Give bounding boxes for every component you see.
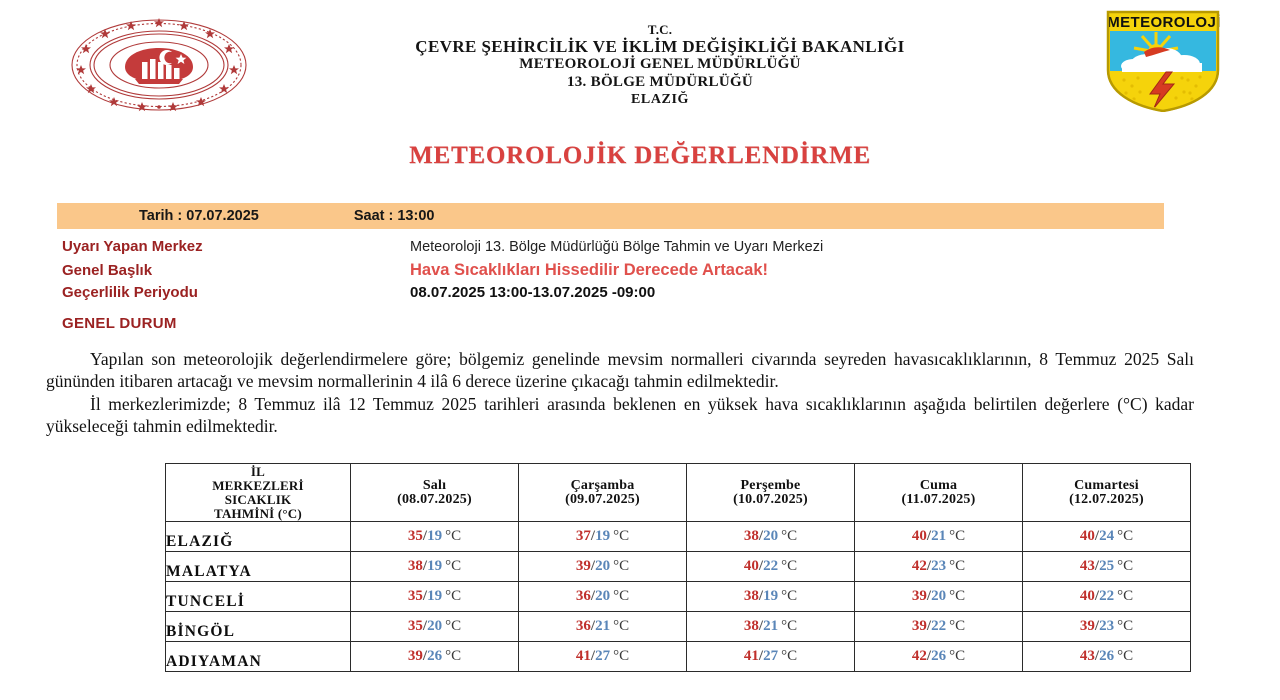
temp-min-value: 23 xyxy=(931,558,947,574)
temp-min-value: 20 xyxy=(763,528,779,544)
temp-min-value: 19 xyxy=(763,588,779,604)
table-row xyxy=(166,612,1191,642)
info-value-uyari-yapan-merkez: Meteoroloji 13. Bölge Müdürlüğü Bölge Tahmin ve Uyarı Merkezi xyxy=(410,239,824,255)
header-day-date-2: (09.07.2025) xyxy=(565,491,640,507)
meteoroloji-shield-icon xyxy=(1104,8,1222,112)
temp-unit: °C xyxy=(1117,618,1134,634)
header-day-name-1: Salı xyxy=(422,477,447,493)
temp-max-value: 35 xyxy=(407,618,423,634)
table-cell-temperature xyxy=(855,612,1023,642)
table-row xyxy=(166,552,1191,582)
temp-max-value: 37 xyxy=(575,528,591,544)
temp-unit: °C xyxy=(781,618,798,634)
saat-label: Saat : 13:00 xyxy=(353,208,435,224)
table-cell-temperature xyxy=(855,522,1023,552)
paragraph-2: İl merkezlerimizde; 8 Temmuz ilâ 12 Temmuz 2025 tarihleri arasında beklenen en yüksek hava sıcaklıklarının aşağıda belirtilen değerlere (°C) kadar yükseleceği tahmin edilmektedir. xyxy=(46,394,1194,436)
table-header-day-4 xyxy=(855,464,1023,522)
temp-unit: °C xyxy=(949,648,966,664)
temp-min-value: 20 xyxy=(595,588,611,604)
temp-separator: / xyxy=(926,588,932,604)
table-row xyxy=(166,642,1191,672)
table-cell-temperature xyxy=(1023,552,1191,582)
table-header-day-1 xyxy=(351,464,519,522)
temp-separator: / xyxy=(1094,648,1100,664)
temp-min-value: 27 xyxy=(763,648,779,664)
temp-separator: / xyxy=(422,588,428,604)
temp-min-value: 21 xyxy=(931,528,947,544)
temp-max-value: 39 xyxy=(407,648,423,664)
table-cell-temperature xyxy=(687,582,855,612)
temp-max-value: 40 xyxy=(1079,588,1095,604)
info-row xyxy=(62,284,1182,307)
temp-max-value: 42 xyxy=(911,648,927,664)
temp-separator: / xyxy=(758,558,764,574)
table-cell-temperature xyxy=(855,552,1023,582)
temp-unit: °C xyxy=(949,618,966,634)
temp-max-value: 38 xyxy=(743,528,759,544)
temp-unit: °C xyxy=(949,588,966,604)
temp-unit: °C xyxy=(781,588,798,604)
table-cell-temperature xyxy=(1023,582,1191,612)
temp-unit: °C xyxy=(445,558,462,574)
temp-unit: °C xyxy=(1117,528,1134,544)
temp-max-value: 35 xyxy=(407,588,423,604)
temp-unit: °C xyxy=(1117,648,1134,664)
header-city-line-4: TAHMİNİ (°C) xyxy=(214,505,302,521)
ministry-title-block xyxy=(280,22,1040,108)
header-day-name-4: Cuma xyxy=(919,477,958,493)
temp-max-value: 39 xyxy=(911,588,927,604)
info-label-gecerlilik-periyodu: Geçerlilik Periyodu xyxy=(62,284,198,301)
header-city-line-1: İL xyxy=(250,463,266,479)
table-header-city xyxy=(166,464,351,522)
header-day-date-4: (11.07.2025) xyxy=(901,491,976,507)
temp-unit: °C xyxy=(781,558,798,574)
temp-max-value: 41 xyxy=(575,648,591,664)
tarih-label: Tarih : 07.07.2025 xyxy=(139,208,259,224)
temp-unit: °C xyxy=(1117,558,1134,574)
table-cell-temperature xyxy=(855,582,1023,612)
temp-min-value: 22 xyxy=(931,618,947,634)
temp-separator: / xyxy=(926,528,932,544)
temp-unit: °C xyxy=(613,648,630,664)
temp-separator: / xyxy=(758,648,764,664)
temp-min-value: 26 xyxy=(1099,648,1115,664)
temp-min-value: 25 xyxy=(1099,558,1115,574)
temp-max-value: 40 xyxy=(911,528,927,544)
table-cell-temperature xyxy=(1023,642,1191,672)
table-cell-city: ADIYAMAN xyxy=(166,642,351,672)
header-day-name-5: Cumartesi xyxy=(1074,477,1139,493)
temp-separator: / xyxy=(1094,528,1100,544)
table-body xyxy=(166,522,1191,672)
temp-separator: / xyxy=(758,588,764,604)
temp-max-value: 36 xyxy=(575,618,591,634)
info-label-uyari-yapan-merkez: Uyarı Yapan Merkez xyxy=(62,238,203,255)
header-day-name-3: Perşembe xyxy=(740,477,801,493)
temp-max-value: 39 xyxy=(575,558,591,574)
temperature-forecast-table xyxy=(165,463,1191,672)
table-cell-temperature xyxy=(519,582,687,612)
table-header-day-5 xyxy=(1023,464,1191,522)
temp-unit: °C xyxy=(1117,588,1134,604)
document-header xyxy=(0,0,1280,126)
temp-min-value: 19 xyxy=(427,558,443,574)
ministry-seal-icon xyxy=(63,16,255,114)
temp-max-value: 43 xyxy=(1079,558,1095,574)
shield-title-text: METEOROLOJİ xyxy=(1107,14,1221,31)
table-cell-temperature xyxy=(351,522,519,552)
table-cell-temperature xyxy=(687,552,855,582)
info-label-genel-baslik: Genel Başlık xyxy=(62,262,153,279)
paragraph-1: Yapılan son meteorolojik değerlendirmelere göre; bölgemiz genelinde mevsim normalleri civarında seyreden havasıcaklıklarının, 8 Temmuz 2025 Salı gününden itibaren artacağı ve mevsim normallerinin 4 ilâ 6 derece üzerine çıkacağı tahmin edilmektedir. xyxy=(46,349,1194,391)
temp-separator: / xyxy=(1094,588,1100,604)
table-cell-city: MALATYA xyxy=(166,552,351,582)
temp-separator: / xyxy=(758,528,764,544)
temp-separator: / xyxy=(590,588,596,604)
temp-min-value: 21 xyxy=(763,618,779,634)
temp-min-value: 20 xyxy=(931,588,947,604)
temp-unit: °C xyxy=(445,588,462,604)
table-row xyxy=(166,522,1191,552)
warning-info-block xyxy=(62,238,1182,307)
date-time-bar xyxy=(57,203,1164,229)
temp-min-value: 19 xyxy=(427,528,443,544)
header-line-ministry: ÇEVRE ŞEHİRCİLİK VE İKLİM DEĞİŞİKLİĞİ BAKANLIĞI xyxy=(415,37,905,56)
temp-min-value: 20 xyxy=(427,618,443,634)
temp-max-value: 38 xyxy=(743,588,759,604)
temp-unit: °C xyxy=(949,558,966,574)
temp-separator: / xyxy=(422,618,428,634)
table-cell-temperature xyxy=(687,642,855,672)
temp-separator: / xyxy=(422,648,428,664)
temp-max-value: 43 xyxy=(1079,648,1095,664)
table-cell-temperature xyxy=(1023,522,1191,552)
table-cell-temperature xyxy=(351,612,519,642)
temp-separator: / xyxy=(422,558,428,574)
table-cell-temperature xyxy=(855,642,1023,672)
temp-separator: / xyxy=(1094,558,1100,574)
temp-separator: / xyxy=(422,528,428,544)
temp-max-value: 35 xyxy=(407,528,423,544)
temp-unit: °C xyxy=(613,528,630,544)
temp-unit: °C xyxy=(445,618,462,634)
temp-separator: / xyxy=(758,618,764,634)
info-row xyxy=(62,261,1182,284)
general-situation-text xyxy=(46,348,1194,437)
temp-min-value: 23 xyxy=(1099,618,1115,634)
header-line-tc: T.C. xyxy=(647,22,673,37)
temp-max-value: 38 xyxy=(743,618,759,634)
temp-max-value: 39 xyxy=(911,618,927,634)
section-heading-genel-durum: GENEL DURUM xyxy=(62,315,177,332)
info-row xyxy=(62,238,1182,261)
header-line-directorate: METEOROLOJİ GENEL MÜDÜRLÜĞÜ xyxy=(519,56,801,72)
temp-separator: / xyxy=(590,618,596,634)
temp-unit: °C xyxy=(949,528,966,544)
temp-min-value: 22 xyxy=(763,558,779,574)
table-header-day-2 xyxy=(519,464,687,522)
table-header-day-3 xyxy=(687,464,855,522)
page-title: METEOROLOJİK DEĞERLENDİRME xyxy=(409,142,871,169)
temp-min-value: 26 xyxy=(931,648,947,664)
temp-separator: / xyxy=(590,648,596,664)
temp-min-value: 24 xyxy=(1099,528,1115,544)
table-cell-city: BİNGÖL xyxy=(166,612,351,642)
table-header-row xyxy=(166,464,1191,522)
table-cell-temperature xyxy=(1023,612,1191,642)
temp-min-value: 20 xyxy=(595,558,611,574)
temperature-forecast-table-wrapper xyxy=(165,463,1190,672)
temp-max-value: 42 xyxy=(911,558,927,574)
temp-unit: °C xyxy=(445,528,462,544)
temp-unit: °C xyxy=(781,648,798,664)
temp-separator: / xyxy=(926,558,932,574)
table-row xyxy=(166,582,1191,612)
temp-max-value: 40 xyxy=(1079,528,1095,544)
temp-separator: / xyxy=(926,648,932,664)
table-cell-temperature xyxy=(351,642,519,672)
table-cell-temperature xyxy=(519,552,687,582)
table-cell-temperature xyxy=(687,522,855,552)
temp-unit: °C xyxy=(613,558,630,574)
table-cell-temperature xyxy=(687,612,855,642)
table-cell-city: TUNCELİ xyxy=(166,582,351,612)
table-header xyxy=(166,464,1191,522)
temp-separator: / xyxy=(926,618,932,634)
header-line-city: ELAZIĞ xyxy=(630,92,690,107)
temp-min-value: 26 xyxy=(427,648,443,664)
header-day-date-3: (10.07.2025) xyxy=(733,491,808,507)
temp-separator: / xyxy=(590,528,596,544)
temp-max-value: 40 xyxy=(743,558,759,574)
temp-max-value: 38 xyxy=(407,558,423,574)
header-day-date-1: (08.07.2025) xyxy=(397,491,472,507)
info-value-gecerlilik-periyodu: 08.07.2025 13:00-13.07.2025 -09:00 xyxy=(410,284,656,301)
table-cell-temperature xyxy=(351,552,519,582)
temp-max-value: 36 xyxy=(575,588,591,604)
temp-separator: / xyxy=(590,558,596,574)
temp-separator: / xyxy=(1094,618,1100,634)
temp-min-value: 22 xyxy=(1099,588,1115,604)
temp-max-value: 41 xyxy=(743,648,759,664)
header-line-region: 13. BÖLGE MÜDÜRLÜĞÜ xyxy=(566,74,754,90)
table-cell-city: ELAZIĞ xyxy=(166,522,351,552)
temp-unit: °C xyxy=(445,648,462,664)
table-cell-temperature xyxy=(351,582,519,612)
info-value-genel-baslik: Hava Sıcaklıkları Hissedilir Derecede Artacak! xyxy=(410,261,769,279)
temp-unit: °C xyxy=(781,528,798,544)
table-cell-temperature xyxy=(519,522,687,552)
header-day-date-5: (12.07.2025) xyxy=(1069,491,1144,507)
table-cell-temperature xyxy=(519,612,687,642)
temp-min-value: 19 xyxy=(427,588,443,604)
temp-min-value: 19 xyxy=(595,528,611,544)
table-cell-temperature xyxy=(519,642,687,672)
temp-min-value: 27 xyxy=(595,648,611,664)
temp-min-value: 21 xyxy=(595,618,611,634)
header-city-line-3: SICAKLIK xyxy=(224,491,292,507)
header-day-name-2: Çarşamba xyxy=(570,477,635,493)
temp-max-value: 39 xyxy=(1079,618,1095,634)
header-city-line-2: MERKEZLERİ xyxy=(212,477,304,493)
temp-unit: °C xyxy=(613,588,630,604)
temp-unit: °C xyxy=(613,618,630,634)
